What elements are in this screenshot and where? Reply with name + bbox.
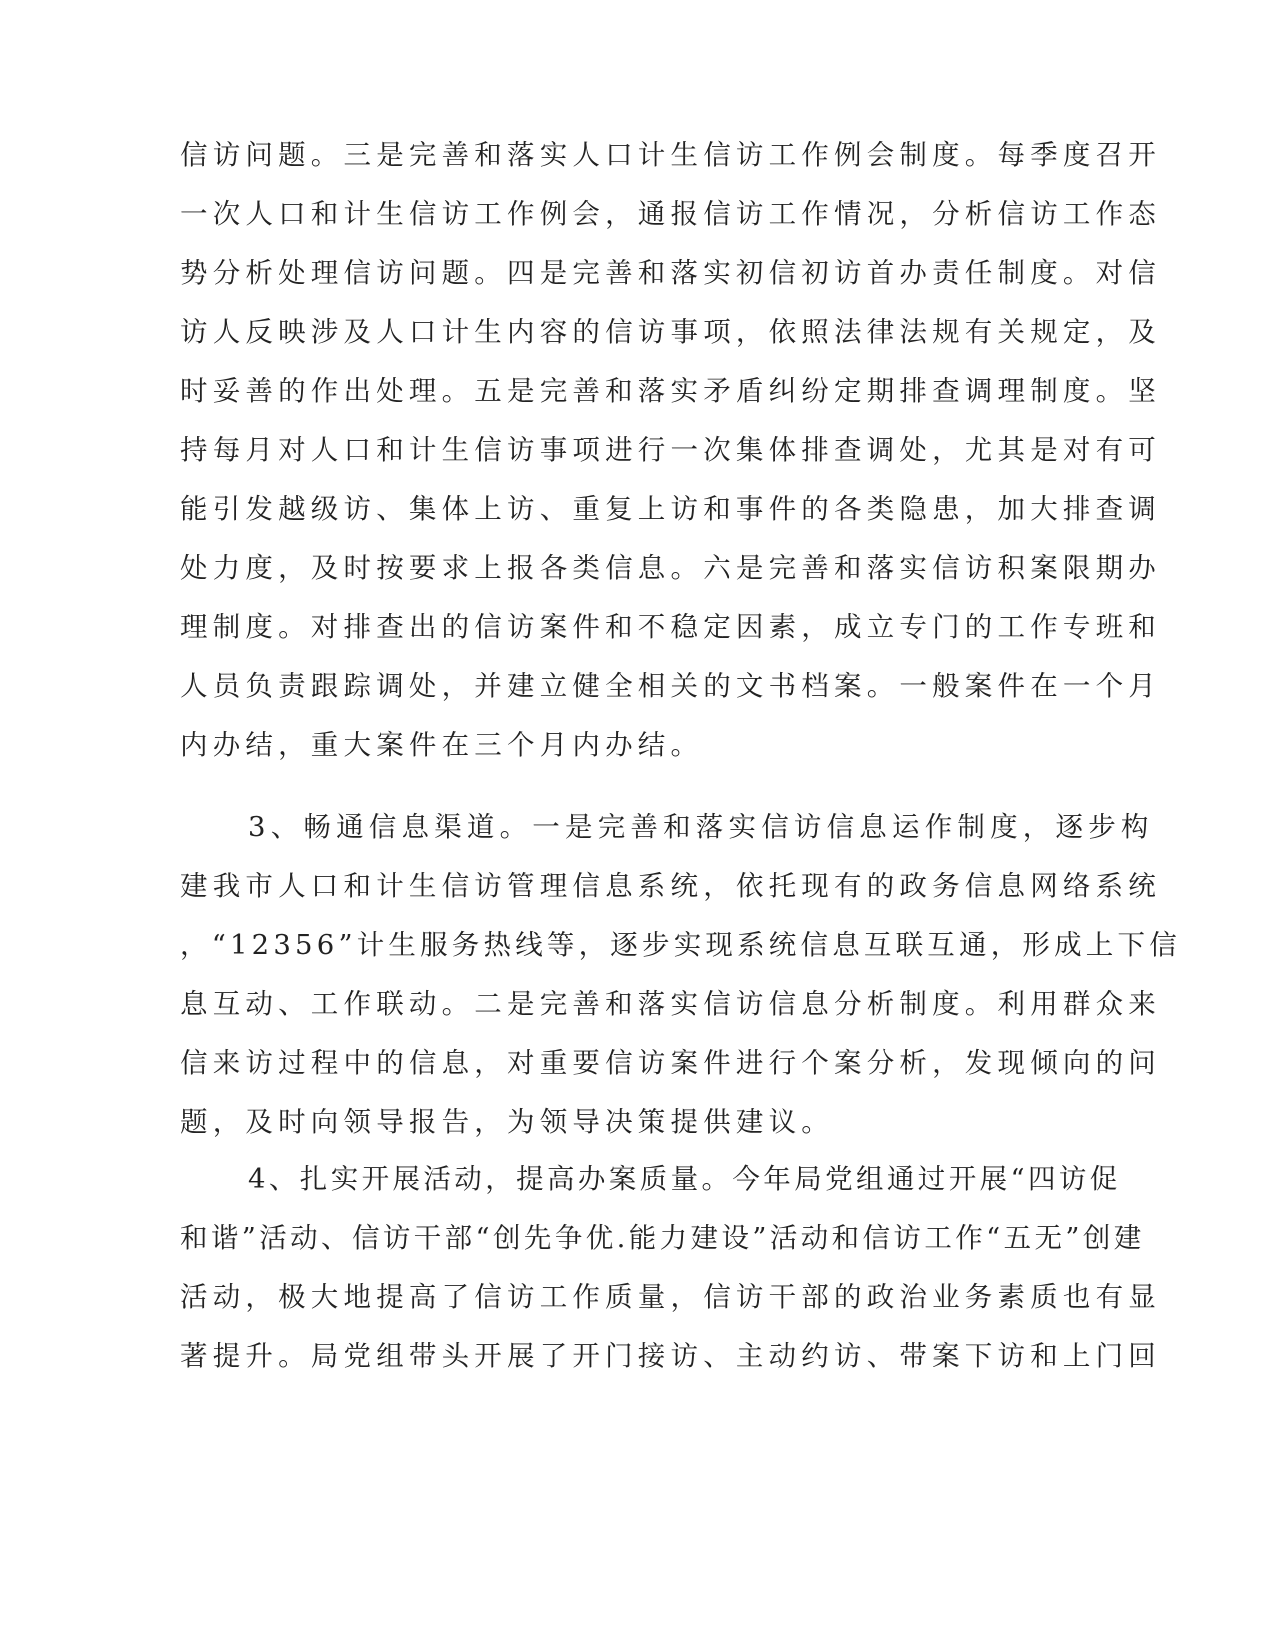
paragraph-2: [180, 798, 1181, 1152]
text-line: 信访问题。三是完善和落实人口计生信访工作例会制度。每季度召开: [180, 139, 1161, 171]
text-line: 时妥善的作出处理。五是完善和落实矛盾纠纷定期排查调理制度。坚: [180, 375, 1161, 407]
paragraph-3: [180, 1150, 1161, 1386]
text-line: 访人反映涉及人口计生内容的信访事项，依照法律法规有关规定，及: [180, 316, 1161, 348]
text-line: ，“12356”计生服务热线等，逐步实现系统信息互联互通，形成上下信: [180, 929, 1181, 961]
text-line: 一次人口和计生信访工作例会，通报信访工作情况，分析信访工作态: [180, 198, 1161, 230]
text-line: 和谐”活动、信访干部“创先争优.能力建设”活动和信访工作“五无”创建: [180, 1222, 1145, 1254]
text-line: 4、扎实开展活动，提高办案质量。今年局党组通过开展“四访促: [248, 1163, 1121, 1195]
text-line: 题，及时向领导报告，为领导决策提供建议。: [180, 1106, 834, 1138]
text-line: 信来访过程中的信息，对重要信访案件进行个案分析，发现倾向的问: [180, 1047, 1161, 1079]
text-line: 势分析处理信访问题。四是完善和落实初信初访首办责任制度。对信: [180, 257, 1161, 289]
text-line: 持每月对人口和计生信访事项进行一次集体排查调处，尤其是对有可: [180, 434, 1161, 466]
text-line: 活动，极大地提高了信访工作质量，信访干部的政治业务素质也有显: [180, 1281, 1161, 1313]
text-line: 3、畅通信息渠道。一是完善和落实信访信息运作制度，逐步构: [248, 811, 1154, 843]
text-line: 建我市人口和计生信访管理信息系统，依托现有的政务信息网络系统: [180, 870, 1161, 902]
text-line: 人员负责跟踪调处，并建立健全相关的文书档案。一般案件在一个月: [180, 670, 1161, 702]
text-line: 内办结，重大案件在三个月内办结。: [180, 729, 704, 761]
text-line: 处力度，及时按要求上报各类信息。六是完善和落实信访积案限期办: [180, 552, 1161, 584]
text-line: 理制度。对排查出的信访案件和不稳定因素，成立专门的工作专班和: [180, 611, 1161, 643]
text-line: 能引发越级访、集体上访、重复上访和事件的各类隐患，加大排查调: [180, 493, 1161, 525]
text-line: 著提升。局党组带头开展了开门接访、主动约访、带案下访和上门回: [180, 1340, 1161, 1372]
text-line: 息互动、工作联动。二是完善和落实信访信息分析制度。利用群众来: [180, 988, 1161, 1020]
paragraph-1: [180, 126, 1161, 775]
